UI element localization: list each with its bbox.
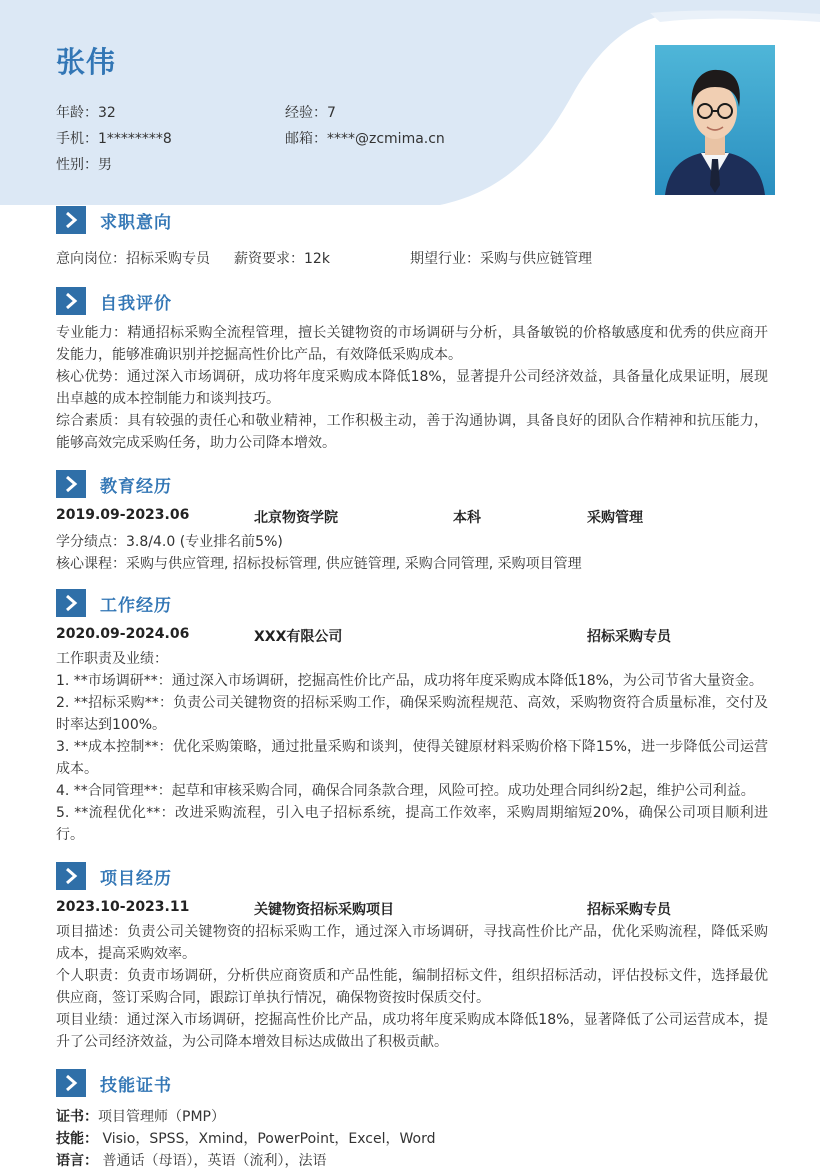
skills-tools-row xyxy=(56,1128,436,1148)
section-title-skills: 技能证书 xyxy=(100,1075,172,1096)
section-title-education: 教育经历 xyxy=(100,476,172,497)
work-item-contract: 4. **合同管理**：起草和审核采购合同，确保合同条款合理，风险可控。成功处理合同纠纷2起，维护公司利益。 xyxy=(56,783,755,799)
education-major: 采购管理 xyxy=(587,510,643,526)
chevron-right-icon xyxy=(56,862,86,890)
chevron-right-icon xyxy=(56,470,86,498)
avatar xyxy=(655,45,775,195)
phone-field: 手机：1********8 xyxy=(56,131,172,147)
project-role: 招标采购专员 xyxy=(587,902,671,918)
intent-industry: 期望行业：采购与供应链管理 xyxy=(410,251,592,267)
work-item-process: 5. **流程优化**：改进采购流程，引入电子招标系统，提高工作效率，采购周期缩短20%，确保公司项目顺利进行。 xyxy=(56,805,768,843)
work-item-bidding: 2. **招标采购**：负责公司关键物资的招标采购工作，确保采购流程规范、高效，采购物资符合质量标准，交付及时率达到100%。 xyxy=(56,695,768,733)
project-period: 2023.10-2023.11 xyxy=(56,899,190,915)
work-details xyxy=(56,648,768,846)
candidate-name: 张伟 xyxy=(56,45,117,79)
experience-field: 经验：7 xyxy=(285,105,336,121)
cert-value: 项目管理师（PMP） xyxy=(98,1109,225,1125)
work-role: 招标采购专员 xyxy=(587,629,671,645)
intent-position: 意向岗位：招标采购专员 xyxy=(56,251,210,267)
language-label: 语言： xyxy=(56,1153,98,1169)
chevron-right-icon xyxy=(56,589,86,617)
section-intent xyxy=(56,205,172,235)
section-title-self-eval: 自我评价 xyxy=(100,293,172,314)
self-eval-advantage: 核心优势：通过深入市场调研，成功将年度采购成本降低18%，显著提升公司经济效益，具备量化成果证明，展现出卓越的成本控制能力和谈判技巧。 xyxy=(56,369,768,407)
email-field: 邮箱：****@zcmima.cn xyxy=(285,131,445,147)
education-period: 2019.09-2023.06 xyxy=(56,507,190,523)
self-eval-ability: 专业能力：精通招标采购全流程管理，擅长关键物资的市场调研与分析，具备敏锐的价格敏感度和优秀的供应商开发能力，能够准确识别并挖掘高性价比产品，有效降低采购成本。 xyxy=(56,325,768,363)
work-intro: 工作职责及业绩： xyxy=(56,651,168,667)
chevron-right-icon xyxy=(56,287,86,315)
section-education xyxy=(56,469,172,499)
work-item-cost: 3. **成本控制**：优化采购策略，通过批量采购和谈判，使得关键原材料采购价格下降15%，进一步降低公司运营成本。 xyxy=(56,739,768,777)
project-details xyxy=(56,921,768,1053)
section-title-work: 工作经历 xyxy=(100,595,172,616)
cert-label: 证书： xyxy=(56,1109,98,1125)
project-result: 项目业绩：通过深入市场调研，挖掘高性价比产品，成功将年度采购成本降低18%，显著降低了公司运营成本，提升了公司经济效益，为公司降本增效目标达成做出了积极贡献。 xyxy=(56,1012,768,1050)
section-work xyxy=(56,588,172,618)
section-skills xyxy=(56,1068,172,1098)
gender-field: 性别：男 xyxy=(56,157,112,173)
chevron-right-icon xyxy=(56,1069,86,1097)
project-description: 项目描述：负责公司关键物资的招标采购工作，通过深入市场调研，寻找高性价比产品，优化采购流程，降低采购成本，提高采购效率。 xyxy=(56,924,768,962)
skill-value: Visio，SPSS，Xmind，PowerPoint，Excel，Word xyxy=(98,1131,436,1147)
self-eval-paragraph xyxy=(56,322,768,454)
education-gpa: 学分绩点：3.8/4.0 (专业排名前5%) xyxy=(56,534,283,550)
work-period: 2020.09-2024.06 xyxy=(56,626,190,642)
education-degree: 本科 xyxy=(453,510,481,526)
work-company: XXX有限公司 xyxy=(254,629,343,645)
chevron-right-icon xyxy=(56,206,86,234)
age-field: 年龄：32 xyxy=(56,105,116,121)
intent-salary: 薪资要求：12k xyxy=(234,251,330,267)
project-duty: 个人职责：负责市场调研，分析供应商资质和产品性能，编制招标文件，组织招标活动，评估投标文件，选择最优供应商，签订采购合同，跟踪订单执行情况，确保物资按时保质交付。 xyxy=(56,968,768,1006)
section-title-project: 项目经历 xyxy=(100,868,172,889)
self-eval-quality: 综合素质：具有较强的责任心和敬业精神，工作积极主动，善于沟通协调，具备良好的团队合作精神和抗压能力，能够高效完成采购任务，助力公司降本增效。 xyxy=(56,413,768,451)
language-value: 普通话（母语），英语（流利），法语 xyxy=(98,1153,327,1169)
skills-language-row xyxy=(56,1150,326,1170)
section-project xyxy=(56,861,172,891)
project-name: 关键物资招标采购项目 xyxy=(254,902,394,918)
education-courses: 核心课程：采购与供应管理, 招标投标管理, 供应链管理, 采购合同管理, 采购项目管理 xyxy=(56,556,582,572)
skills-cert-row xyxy=(56,1106,225,1126)
work-item-research: 1. **市场调研**：通过深入市场调研，挖掘高性价比产品，成功将年度采购成本降低18%，为公司节省大量资金。 xyxy=(56,673,763,689)
section-self-eval xyxy=(56,286,172,316)
section-title-intent: 求职意向 xyxy=(100,212,172,233)
skill-label: 技能： xyxy=(56,1131,98,1147)
education-school: 北京物资学院 xyxy=(254,510,338,526)
